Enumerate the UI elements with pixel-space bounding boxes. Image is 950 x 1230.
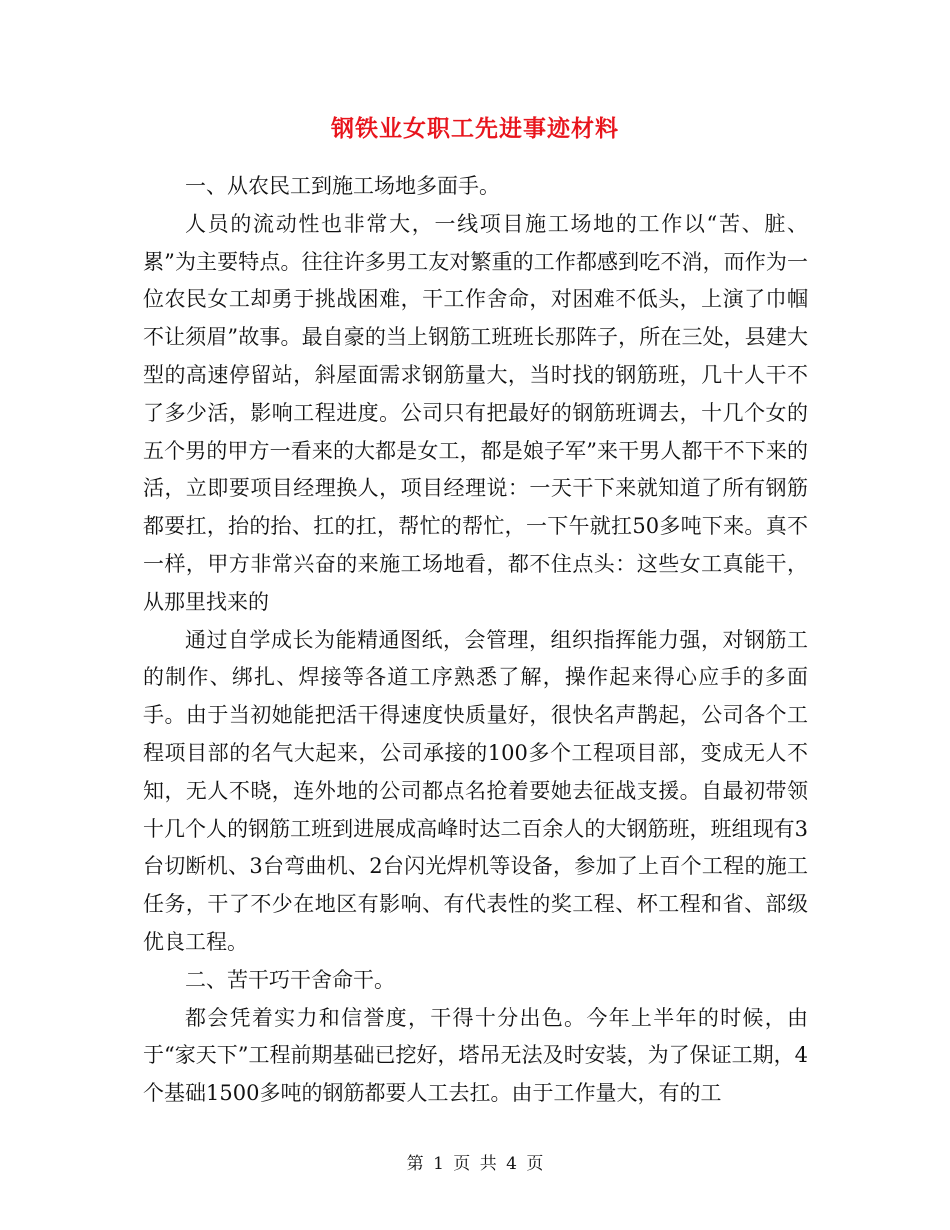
paragraph-heading-2: 二、苦干巧干舍命干。: [185, 967, 395, 992]
page-number-footer: 第 1 页 共 4 页: [406, 1154, 544, 1174]
paragraph: 通过自学成长为能精通图纸，会管理，组织指挥能力强，对钢筋工的制作、绑扎、焊接等各道工序熟悉了解，操作起来得心应手的多面手。由于当初她能把活干得速度快质量好，很快名声鹊起，公司各个工程项目部的名气大起来，公司承接的100多个工程项目部，变成无人不知，无人不晓，连外地的公司都点名抢着要她去征战支援。自最初带领十几个人的钢筋工班到进展成高峰时达二百余人的大钢筋班，班组现有3台切断机、3台弯曲机、2台闪光焊机等设备，参加了上百个工程的施工任务，干了不少在地区有影响、有代表性的奖工程、杯工程和省、部级优良工程。: [143, 627, 808, 954]
document-title: 钢铁业女职工先进事迹材料: [331, 115, 619, 142]
paragraph-heading-1: 一、从农民工到施工场地多面手。: [185, 174, 500, 198]
paragraph: 人员的流动性也非常大，一线项目施工场地的工作以“苦、脏、累”为主要特点。往往许多男工友对繁重的工作都感到吃不消，而作为一位农民女工却勇于挑战困难，干工作舍命，对困难不低头，上演了巾帼不让须眉”故事。最自豪的当上钢筋工班班长那阵子，所在三处，县建大型的高速停留站，斜屋面需求钢筋量大，当时找的钢筋班，几十人干不了多少活，影响工程进度。公司只有把最好的钢筋班调去，十几个女的五个男的甲方一看来的大都是女工，都是娘子军”来干男人都干不下来的活，立即要项目经理换人，项目经理说：一天干下来就知道了所有钢筋都要扛，抬的抬、扛的扛，帮忙的帮忙，一下午就扛50多吨下来。真不一样，甲方非常兴奋的来施工场地看，都不住点头：这些女工真能干，从那里找来的: [143, 211, 808, 614]
document-body: [143, 168, 808, 1113]
paragraph: 都会凭着实力和信誉度，干得十分出色。今年上半年的时候，由于“家天下”工程前期基础已挖好，塔吊无法及时安装，为了保证工期，4个基础1500多吨的钢筋都要人工去扛。由于工作量大，有的工: [143, 1005, 808, 1106]
